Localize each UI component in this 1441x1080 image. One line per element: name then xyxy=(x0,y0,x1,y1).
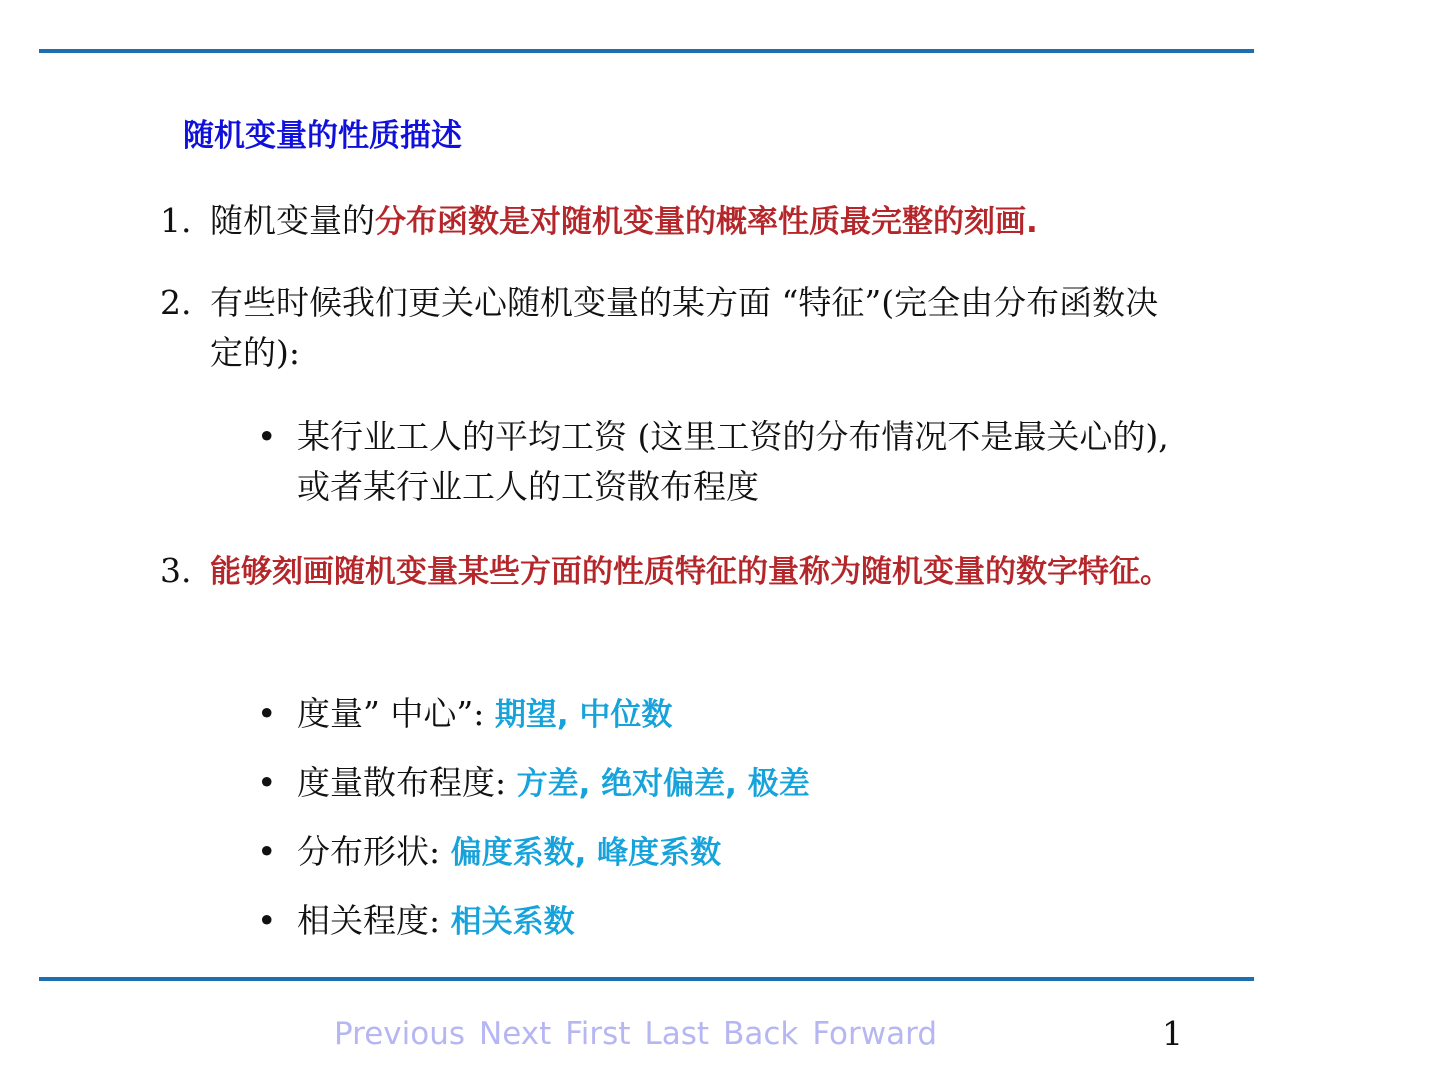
bullet-value: 偏度系数, 峰度系数 xyxy=(450,835,722,871)
list-item-2 xyxy=(160,278,1190,378)
nav-back-link[interactable]: Back xyxy=(723,1016,799,1052)
bullet-label: 相关程度: xyxy=(297,901,451,940)
bullet-value: 期望, 中位数 xyxy=(494,697,673,733)
nav-first-link[interactable]: First xyxy=(565,1016,631,1052)
bullet-dot: • xyxy=(257,832,277,871)
bullet-dot: • xyxy=(257,901,277,940)
top-rule xyxy=(39,49,1254,53)
item-number: 1. xyxy=(160,201,192,240)
item-emphasis: 分布函数是对随机变量的概率性质最完整的刻画. xyxy=(375,204,1038,240)
page-number: 1 xyxy=(1162,1014,1183,1053)
nav-last-link[interactable]: Last xyxy=(644,1016,710,1052)
bullet-item xyxy=(250,749,1190,818)
item-text: 有些时候我们更关心随机变量的某方面 “特征”(完全由分布函数决定的): xyxy=(210,283,1159,372)
slide-navigation xyxy=(334,1012,951,1056)
bullet-item xyxy=(250,818,1190,887)
list-item-1 xyxy=(160,196,1190,247)
bullet-dot: • xyxy=(257,417,277,456)
bullet-text: 某行业工人的平均工资 (这里工资的分布情况不是最关心的), 或者某行业工人的工资散布程度 xyxy=(297,417,1169,506)
bottom-rule xyxy=(39,977,1254,981)
sub-list-2 xyxy=(250,412,1190,512)
bullet-label: 度量散布程度: xyxy=(297,763,517,802)
item-number: 3. xyxy=(160,551,192,590)
nav-next-link[interactable]: Next xyxy=(479,1016,552,1052)
bullet-label: 分布形状: xyxy=(297,832,451,871)
list-item-3 xyxy=(160,546,1190,597)
item-emphasis: 能够刻画随机变量某些方面的性质特征的量称为随机变量的数字特征。 xyxy=(210,554,1171,590)
bullet-item xyxy=(250,680,1190,749)
bullet-item xyxy=(250,412,1190,512)
item-text: 随机变量的 xyxy=(210,201,375,240)
bullet-value: 方差, 绝对偏差, 极差 xyxy=(516,766,810,802)
bullet-label: 度量” 中心”: xyxy=(297,694,495,733)
bullet-value: 相关系数 xyxy=(450,904,575,940)
nav-previous-link[interactable]: Previous xyxy=(334,1016,466,1052)
slide-title: 随机变量的性质描述 xyxy=(183,118,462,154)
item-number: 2. xyxy=(160,283,192,322)
bullet-item xyxy=(250,887,1190,956)
nav-forward-link[interactable]: Forward xyxy=(812,1016,937,1052)
sub-list-3 xyxy=(250,680,1190,956)
bullet-dot: • xyxy=(257,763,277,802)
bullet-dot: • xyxy=(257,694,277,733)
